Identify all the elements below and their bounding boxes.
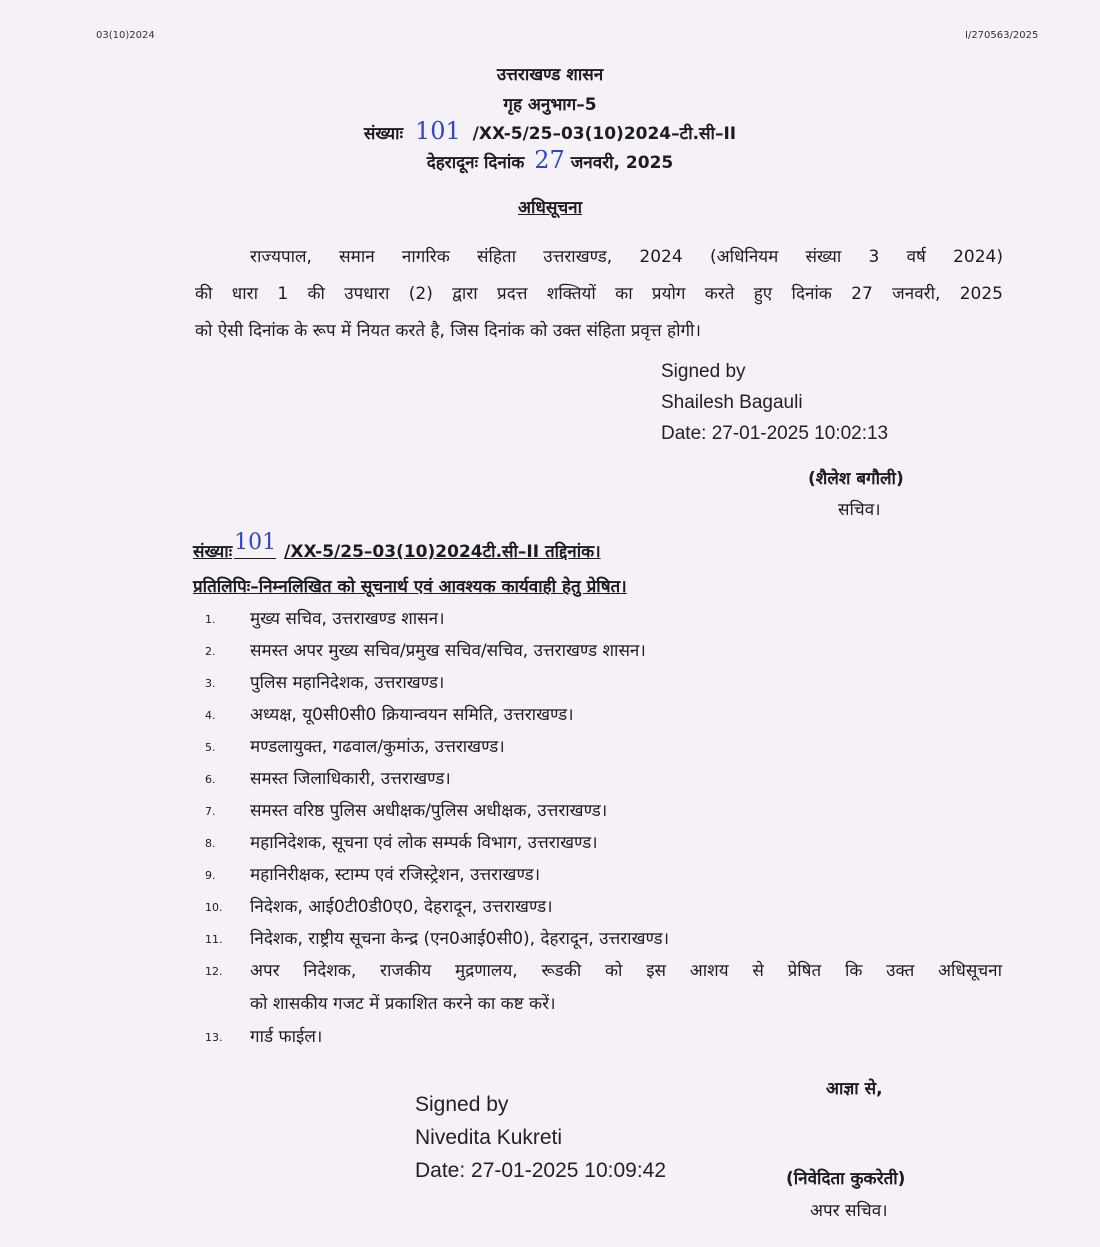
signature-date: Date: 27-01-2025 10:02:13	[661, 423, 889, 444]
list-item: समस्त अपर मुख्य सचिव/प्रमुख सचिव/सचिव, उत्तराखण्ड शासन।	[250, 641, 646, 661]
list-item: गार्ड फाईल।	[250, 1027, 323, 1047]
date-label: देहरादूनः दिनांक	[426, 153, 525, 173]
list-item-number: 7.	[205, 805, 216, 818]
signer-name: Nivedita Kukreti	[415, 1126, 563, 1149]
body-line: राज्यपाल, समान नागरिक संहिता उत्तराखण्ड, 2024 (अधिनियम संख्या 3 वर्ष 2024)	[250, 247, 1003, 267]
list-item: समस्त वरिष्ठ पुलिस अधीक्षक/पुलिस अधीक्षक, उत्तराखण्ड।	[250, 801, 608, 821]
body-line: को ऐसी दिनांक के रूप में नियत करते है, जिस दिनांक को उक्त संहिता प्रवृत्त होगी।	[195, 321, 701, 341]
list-item: समस्त जिलाधिकारी, उत्तराखण्ड।	[250, 769, 451, 789]
issuing-authority: उत्तराखण्ड शासन	[496, 65, 604, 85]
copy-reference-number	[193, 530, 601, 563]
list-item-number: 9.	[205, 869, 216, 882]
list-item-continuation: को शासकीय गजट में प्रकाशित करने का कष्ट करें।	[250, 994, 556, 1014]
reference-number	[0, 117, 1100, 145]
notification-body	[195, 239, 1003, 350]
date-month-year: जनवरी, 2025	[570, 153, 674, 173]
list-item: महानिदेशक, सूचना एवं लोक सम्पर्क विभाग, उत्तराखण्ड।	[250, 833, 598, 853]
list-item-number: 3.	[205, 677, 216, 690]
file-reference-right: I/270563/2025	[965, 30, 1039, 41]
signed-by-label: Signed by	[415, 1093, 509, 1116]
list-item-number: 11.	[205, 933, 223, 946]
signatory-name: (निवेदिता कुकरेती)	[786, 1169, 906, 1189]
list-item-number: 4.	[205, 709, 216, 722]
list-item: निदेशक, राष्ट्रीय सूचना केन्द्र (एन0आई0सी0), देहरादून, उत्तराखण्ड।	[250, 929, 670, 949]
list-item-number: 10.	[205, 901, 223, 914]
reference-label: संख्याः	[363, 124, 404, 144]
reference-code: /XX-5/25–03(10)2024–टी.सी–II	[472, 124, 737, 144]
list-item: महानिरीक्षक, स्टाम्प एवं रजिस्ट्रेशन, उत्तराखण्ड।	[250, 865, 541, 885]
digital-signature-block	[661, 356, 888, 449]
signer-name: Shailesh Bagauli	[661, 392, 803, 413]
list-item: पुलिस महानिदेशक, उत्तराखण्ड।	[250, 673, 445, 693]
copy-reference-label: संख्याः	[193, 542, 233, 562]
list-item-number: 6.	[205, 773, 216, 786]
handwritten-reference-number: 101	[414, 117, 461, 145]
signatory-name: (शैलेश बगौली)	[808, 469, 904, 489]
signed-by-label: Signed by	[661, 361, 746, 382]
body-line: की धारा 1 की उपधारा (2) द्वारा प्रदत्त शक्तियों का प्रयोग करते हुए दिनांक 27 जनवरी, 2025	[195, 284, 1003, 304]
list-item-number: 13.	[205, 1031, 223, 1044]
list-item-number: 5.	[205, 741, 216, 754]
list-item: मुख्य सचिव, उत्तराखण्ड शासन।	[250, 609, 445, 629]
list-item: अपर निदेशक, राजकीय मुद्रणालय, रूडकी को इस आशय से प्रेषित कि उक्त अधिसूचना	[250, 961, 1002, 981]
list-item-number: 2.	[205, 645, 216, 658]
list-item-number: 1.	[205, 613, 216, 626]
signatory-designation: अपर सचिव।	[810, 1201, 888, 1221]
by-order-text: आज्ञा से,	[826, 1079, 883, 1099]
list-item-number: 12.	[205, 965, 223, 978]
issue-date	[0, 146, 1100, 174]
signatory-designation: सचिव।	[838, 500, 881, 520]
digital-signature-block	[415, 1088, 666, 1187]
handwritten-date-day: 27	[534, 146, 565, 174]
copy-reference-code: /XX-5/25–03(10)2024टी.सी–II तद्दिनांक।	[284, 542, 601, 562]
list-item: मण्डलायुक्त, गढवाल/कुमांऊ, उत्तराखण्ड।	[250, 737, 505, 757]
handwritten-copy-number: 101	[234, 530, 277, 555]
department-section: गृह अनुभाग–5	[503, 95, 597, 115]
list-item: अध्यक्ष, यू0सी0सी0 क्रियान्वयन समिति, उत्तराखण्ड।	[250, 705, 574, 725]
file-reference-left: 03(10)2024	[96, 30, 155, 41]
notification-title: अधिसूचना	[518, 198, 582, 218]
list-item: निदेशक, आई0टी0डी0ए0, देहरादून, उत्तराखण्ड।	[250, 897, 553, 917]
list-item-number: 8.	[205, 837, 216, 850]
signature-date: Date: 27-01-2025 10:09:42	[415, 1159, 667, 1182]
copy-distribution-heading: प्रतिलिपिः–निम्नलिखित को सूचनार्थ एवं आवश्यक कार्यवाही हेतु प्रेषित।	[193, 577, 627, 597]
